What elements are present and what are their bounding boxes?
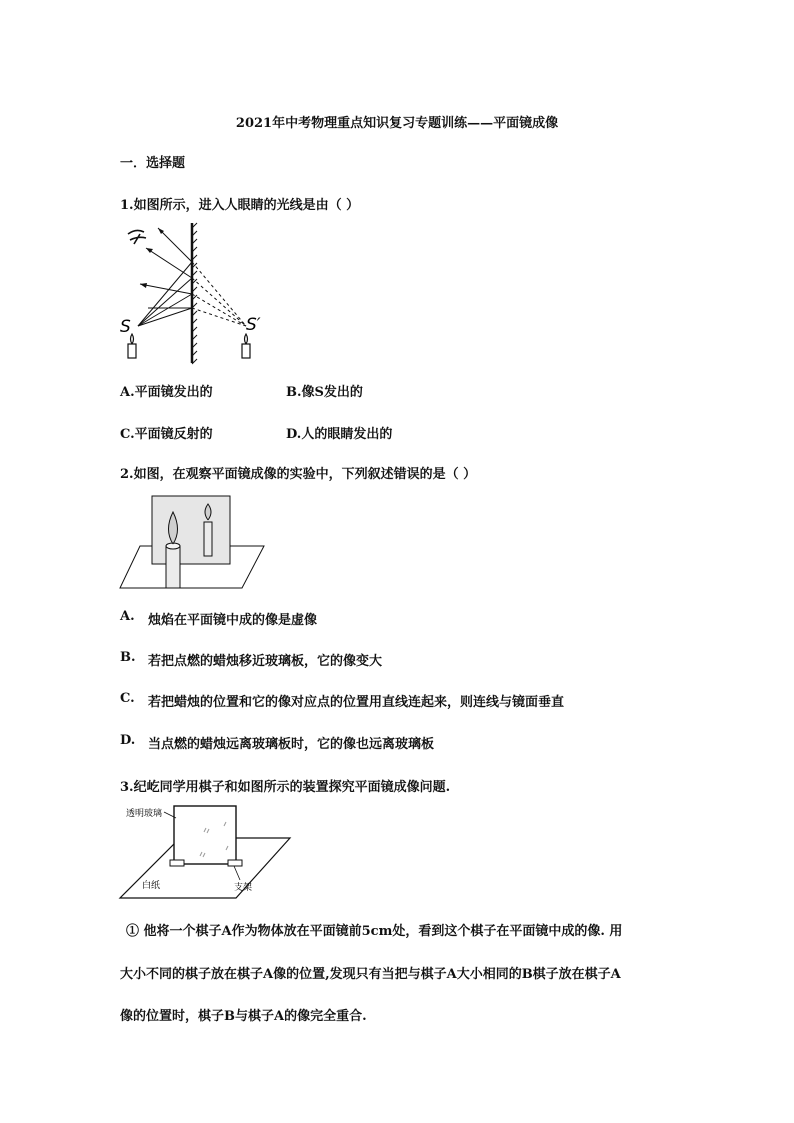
q2-option-d-key: D.	[120, 733, 136, 748]
q1-option-a: A.平面镜发出的	[120, 385, 213, 400]
q2-option-c-key: C.	[120, 691, 135, 706]
q2-option-a-text: 烛焰在平面镜中成的像是虚像	[148, 613, 318, 628]
q2-option-b-text: 若把点燃的蜡烛移近玻璃板，它的像变大	[148, 654, 383, 669]
question-1-figure	[118, 220, 278, 370]
q3-paragraph-line-2: 大小不同的棋子放在棋子A像的位置,发现只有当把与棋子A大小相同的B棋子放在棋子A	[120, 967, 621, 982]
q3-paragraph-line-3: 像的位置时，棋子B与棋子A的像完全重合.	[120, 1009, 367, 1024]
stand-left	[170, 860, 184, 866]
q2-option-b-key: B.	[120, 650, 136, 665]
virtual-rays	[192, 262, 246, 326]
q1-option-b: B.像S发出的	[286, 385, 363, 400]
light-rays	[138, 228, 192, 326]
candle-image-icon	[242, 334, 250, 358]
label-s: S	[120, 317, 131, 337]
candle-icon	[128, 334, 136, 358]
label-s-prime: S′	[246, 315, 261, 335]
label-paper: 白纸	[142, 881, 161, 891]
eye-icon	[128, 230, 146, 244]
q2-option-a-key: A.	[120, 609, 135, 624]
stand-right	[228, 860, 242, 866]
question-1-stem: 1.如图所示，进入人眼睛的光线是由（ ）	[120, 198, 360, 213]
candle-small-icon	[204, 504, 212, 556]
question-3-stem: 3.纪屹同学用棋子和如图所示的装置探究平面镜成像问题.	[120, 780, 451, 795]
page-title: 2021年中考物理重点知识复习专题训练——平面镜成像	[235, 116, 559, 131]
q1-option-c: C.平面镜反射的	[120, 427, 213, 442]
section-heading: 一．选择题	[120, 156, 186, 171]
question-2-stem: 2.如图，在观察平面镜成像的实验中，下列叙述错误的是（ ）	[120, 467, 477, 482]
label-glass: 透明玻璃	[126, 809, 163, 819]
q3-paragraph-line-1: ① 他将一个棋子A作为物体放在平面镜前5cm处，看到这个棋子在平面镜中成的像. 用	[126, 924, 623, 939]
question-2-figure	[118, 494, 268, 592]
question-3-figure	[118, 802, 298, 902]
q2-option-d-text: 当点燃的蜡烛远离玻璃板时，它的像也远离玻璃板	[148, 737, 435, 752]
glass-plate	[152, 496, 230, 564]
label-stand: 支架	[234, 883, 253, 893]
q2-option-c-text: 若把蜡烛的位置和它的像对应点的位置用直线连起来，则连线与镜面垂直	[148, 695, 565, 710]
q1-option-d: D.人的眼睛发出的	[286, 427, 393, 442]
transparent-glass	[174, 806, 236, 864]
